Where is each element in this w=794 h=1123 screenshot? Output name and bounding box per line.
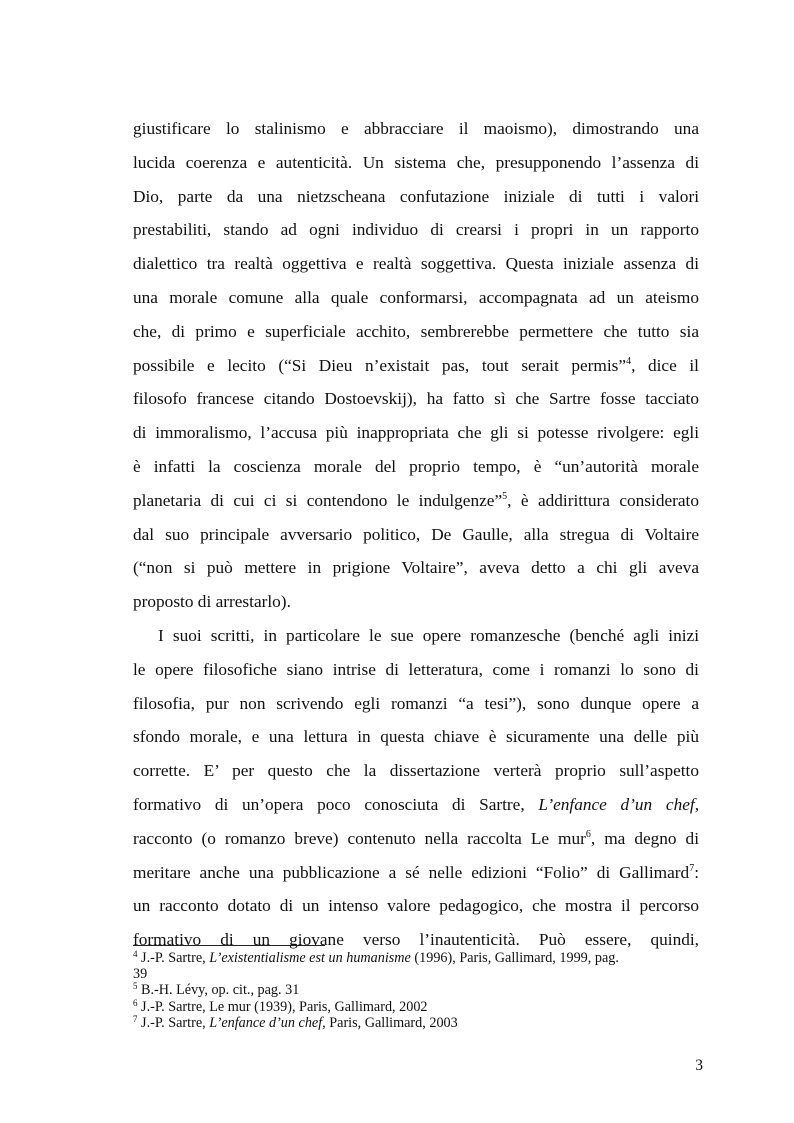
text-line: un racconto dotato di un intenso valore pedagogico, che mostra il percorso — [133, 896, 699, 916]
footnote-number: 5 — [133, 981, 138, 992]
text-segment: possibile e lecito (“Si Dieu n’existait pas, tout serait permis” — [133, 355, 627, 375]
text-line: una morale comune alla quale conformarsi, accompagnata ad un ateismo — [133, 287, 699, 307]
text-line: le opere filosofiche siano intrise di letteratura, come i romanzi lo sono di — [133, 659, 699, 679]
text-line: sfondo morale, e una lettura in questa chiave è sicuramente una delle più — [133, 727, 699, 747]
text-line — [133, 349, 699, 383]
text-segment: , ma degno di — [590, 828, 699, 848]
text-line — [133, 788, 699, 822]
title-italic: L’enfance d’un chef — [538, 794, 695, 814]
text-segment: planetaria di cui ci si contendono le indulgenze” — [133, 490, 503, 510]
text-line: lucida coerenza e autenticità. Un sistema che, presupponendo l’assenza di — [133, 152, 699, 172]
text-line: formativo di un giovane verso l’inautenticità. Può essere, quindi, — [133, 930, 699, 950]
footnote-ref-7: 7 — [689, 862, 695, 874]
footnote-number: 7 — [133, 1013, 138, 1024]
footnote-4 — [133, 950, 699, 966]
text-line — [133, 822, 699, 856]
footnote-text: B.-H. Lévy, op. cit., pag. 31 — [137, 982, 300, 999]
text-line: giustificare lo stalinismo e abbracciare il maoismo), dimostrando una — [133, 119, 699, 138]
footnote-5 — [133, 982, 699, 998]
text-segment: : — [694, 862, 699, 882]
text-segment: , è addirittura considerato — [507, 490, 699, 510]
text-segment: , — [694, 794, 700, 814]
footnotes — [133, 950, 699, 1031]
page-number: 3 — [695, 1057, 703, 1074]
text-line: che, di primo e superficiale acchito, sembrerebbe permettere che tutto sia — [133, 321, 699, 341]
footnote-text: 39 — [133, 966, 148, 983]
footnote-6 — [133, 999, 699, 1015]
text-line: prestabiliti, stando ad ogni individuo di crearsi i propri in un rapporto — [133, 220, 699, 240]
footnote-ref-5: 5 — [502, 490, 508, 502]
text-line: filosofo francese citando Dostoevskij), ha fatto sì che Sartre fosse tacciato — [133, 389, 699, 409]
footnote-divider — [133, 945, 325, 946]
text-line: corrette. E’ per questo che la dissertazione verterà proprio sull’aspetto — [133, 761, 699, 781]
text-line: dialettico tra realtà oggettiva e realtà soggettiva. Questa iniziale assenza di — [133, 254, 699, 274]
text-line — [133, 484, 699, 518]
footnote-title-italic: L’existentialisme est un humanisme — [209, 950, 411, 966]
footnote-text: J.-P. Sartre, Le mur (1939), Paris, Gallimard, 2002 — [137, 998, 428, 1015]
text-line: dal suo principale avversario politico, De Gaulle, alla stregua di Voltaire — [133, 524, 699, 544]
footnote-text: J.-P. Sartre, — [137, 1014, 210, 1031]
footnote-text: (1996), Paris, Gallimard, 1999, pag. — [410, 950, 619, 966]
text-line — [133, 856, 699, 890]
text-line: I suoi scritti, in particolare le sue opere romanzesche (benché agli inizi — [158, 625, 699, 645]
body-text — [133, 112, 699, 957]
footnote-number: 6 — [133, 997, 138, 1008]
text-segment: racconto (o romanzo breve) contenuto nella raccolta Le mur — [133, 828, 586, 848]
footnote-ref-6: 6 — [585, 828, 591, 840]
text-line: proposto di arrestarlo). — [133, 592, 291, 612]
footnote-number: 4 — [133, 949, 138, 959]
text-segment: , dice il — [631, 355, 699, 375]
text-line: Dio, parte da una nietzscheana confutazione iniziale di tutti i valori — [133, 186, 699, 206]
footnote-7 — [133, 1015, 699, 1031]
footnote-text: , Paris, Gallimard, 2003 — [322, 1014, 458, 1031]
text-line: filosofia, pur non scrivendo egli romanzi “a tesi”), sono dunque opere a — [133, 693, 699, 713]
footnote-4-continued — [133, 966, 699, 982]
text-segment: meritare anche una pubblicazione a sé nelle edizioni “Folio” di Gallimard — [133, 862, 690, 882]
text-line: (“non si può mettere in prigione Voltaire”, aveva detto a chi gli aveva — [133, 558, 699, 578]
footnote-title-italic: L’enfance d’un chef — [209, 1014, 323, 1031]
text-line: di immoralismo, l’accusa più inappropriata che gli si potesse rivolgere: egli — [133, 423, 699, 443]
footnote-text: J.-P. Sartre, — [137, 950, 210, 966]
footnote-ref-4: 4 — [626, 355, 632, 367]
text-line: è infatti la coscienza morale del proprio tempo, è “un’autorità morale — [133, 456, 699, 476]
text-segment: formativo di un’opera poco conosciuta di Sartre, — [133, 794, 539, 814]
